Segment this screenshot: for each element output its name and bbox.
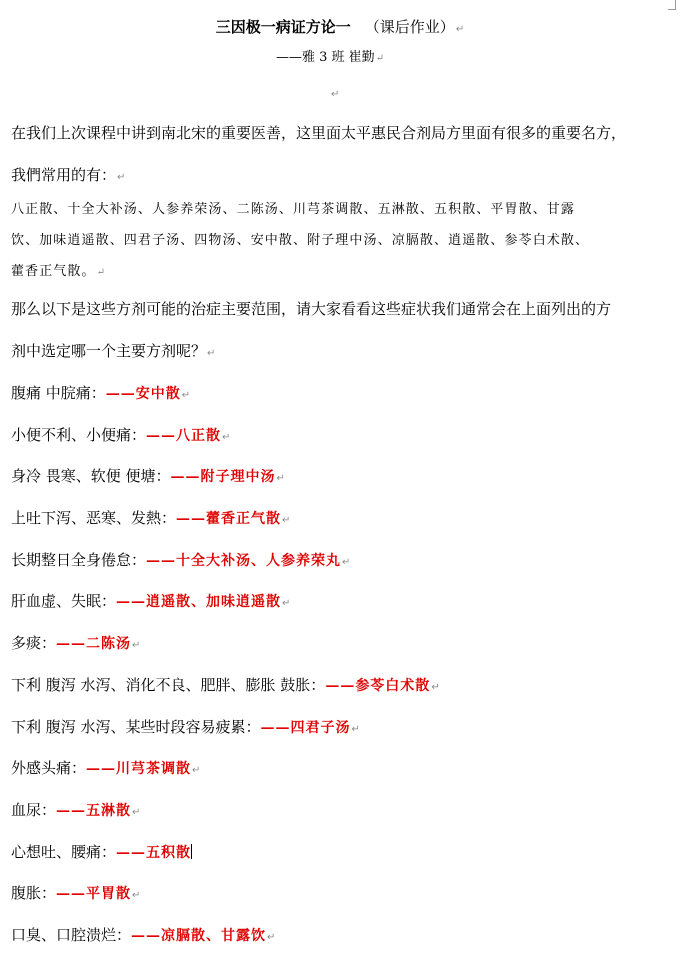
intro-line-2-text: 我們常用的有： — [11, 166, 117, 184]
question-line-2-text: 剂中选定哪一个主要方剂呢？ — [11, 342, 207, 360]
question-paragraph — [11, 288, 671, 375]
symptom-text: 口臭、口腔溃烂： — [11, 925, 132, 944]
qa-row — [11, 541, 671, 583]
qa-row — [11, 416, 671, 458]
symptom-text: 多痰： — [11, 634, 57, 653]
paragraph-mark-icon: ↵ — [342, 556, 351, 568]
qa-row — [11, 457, 671, 499]
paragraph-mark-icon: ↵ — [132, 640, 141, 652]
answer-text: ——十全大补汤、人参养荣丸 — [146, 552, 342, 569]
paragraph-mark-icon: ↵ — [181, 390, 191, 401]
answer-text: ——四君子汤 — [260, 719, 351, 736]
paragraph-mark-icon: ↵ — [96, 267, 107, 278]
symptom-text: 腹胀： — [11, 884, 57, 903]
author-line — [0, 48, 660, 69]
symptom-text: 肝血虚、失眠： — [11, 592, 117, 611]
paragraph-mark-icon: ↵ — [431, 681, 440, 693]
paragraph-mark-icon: ↵ — [132, 806, 141, 818]
paragraph-mark-icon: ↵ — [455, 24, 465, 35]
blank-line — [330, 82, 339, 101]
answer-text: ——安中散 — [105, 386, 181, 402]
symptom-text: 上吐下泻、恶寒、发熱： — [11, 509, 177, 528]
question-line-1: 那么以下是这些方剂可能的治症主要范围，请大家看看这些症状我们通常会在上面列出的方 — [11, 300, 612, 318]
qa-row — [11, 791, 671, 833]
symptom-text: 血尿： — [11, 800, 57, 819]
formula-list-line-2: 饮、加味逍遥散、四君子汤、四物汤、安中散、附子理中汤、凉膈散、逍遥散、参苓白术散、 — [11, 233, 590, 248]
paragraph-mark-icon: ↵ — [282, 515, 291, 527]
title-subtitle: （课后作业） — [364, 18, 455, 36]
paragraph-mark-icon: ↵ — [117, 172, 126, 183]
intro-paragraph — [11, 112, 671, 199]
answer-text: ——川芎茶调散 — [86, 761, 192, 778]
question-line-2 — [11, 330, 671, 375]
qa-row — [11, 874, 671, 916]
intro-line-1: 在我们上次课程中讲到南北宋的重要医善，这里面太平惠民合剂局方里面有很多的重要名方， — [11, 124, 627, 142]
symptom-text: 小便不利、小便痛： — [11, 425, 147, 444]
answer-text: ——平胃散 — [56, 886, 132, 903]
intro-line-2 — [11, 154, 671, 199]
paragraph-mark-icon: ↵ — [375, 53, 385, 64]
paragraph-mark-icon: ↵ — [351, 723, 360, 735]
symptom-text: 下利 腹泻 水泻、某些时段容易疲累： — [11, 717, 261, 736]
answer-text: ——附子理中汤 — [170, 469, 276, 486]
title-main: 三因极一病证方论一 — [215, 18, 351, 36]
qa-row — [11, 499, 671, 541]
qa-row — [11, 916, 671, 958]
paragraph-mark-icon: ↵ — [222, 431, 231, 443]
formula-list-line-3 — [11, 256, 675, 288]
paragraph-mark-icon: ↵ — [207, 348, 216, 359]
page-corner-mark-h — [668, 9, 676, 10]
qa-row — [11, 749, 671, 791]
paragraph-mark-icon: ↵ — [331, 89, 340, 100]
text-cursor[interactable] — [191, 844, 192, 859]
answer-text: ——八正散 — [146, 427, 222, 444]
symptom-text: 身冷 畏寒、软便 便塘： — [11, 467, 171, 486]
formula-list — [11, 194, 675, 288]
answer-text: ——参苓白术散 — [325, 677, 431, 694]
symptom-text: 外感头痛： — [11, 759, 87, 778]
qa-row — [11, 582, 671, 624]
paragraph-mark-icon: ↵ — [267, 931, 276, 943]
symptom-text: 心想吐、腰痛： — [11, 842, 117, 861]
answer-text: ——逍遥散、加味逍遥散 — [116, 594, 282, 611]
symptom-answer-list — [11, 374, 671, 958]
symptom-text: 腹痛 中脘痛： — [11, 384, 106, 402]
document-title — [0, 16, 680, 41]
formula-list-line-1: 八正散、十全大补汤、人参养荣汤、二陈汤、川芎茶调散、五淋散、五积散、平胃散、甘露 — [11, 202, 576, 217]
answer-text: ——五淋散 — [56, 802, 132, 819]
answer-text: ——五积散 — [116, 844, 192, 861]
qa-row — [11, 374, 671, 416]
answer-text: ——二陈汤 — [56, 636, 132, 653]
qa-row — [11, 666, 671, 708]
answer-text: ——凉膈散、甘露饮 — [131, 927, 267, 944]
paragraph-mark-icon: ↵ — [282, 598, 291, 610]
paragraph-mark-icon: ↵ — [192, 765, 201, 777]
symptom-text: 下利 腹泻 水泻、消化不良、肥胖、膨胀 鼓胀： — [11, 675, 326, 694]
paragraph-mark-icon: ↵ — [132, 890, 141, 902]
author-text: ——雅 3 班 崔勤 — [275, 50, 375, 65]
paragraph-mark-icon: ↵ — [276, 473, 285, 485]
qa-row — [11, 833, 671, 875]
answer-text: ——藿香正气散 — [176, 511, 282, 528]
qa-row — [11, 624, 671, 666]
qa-row — [11, 708, 671, 750]
symptom-text: 长期整日全身倦怠： — [11, 550, 147, 569]
formula-list-line-3-text: 藿香正气散。 — [11, 264, 96, 279]
